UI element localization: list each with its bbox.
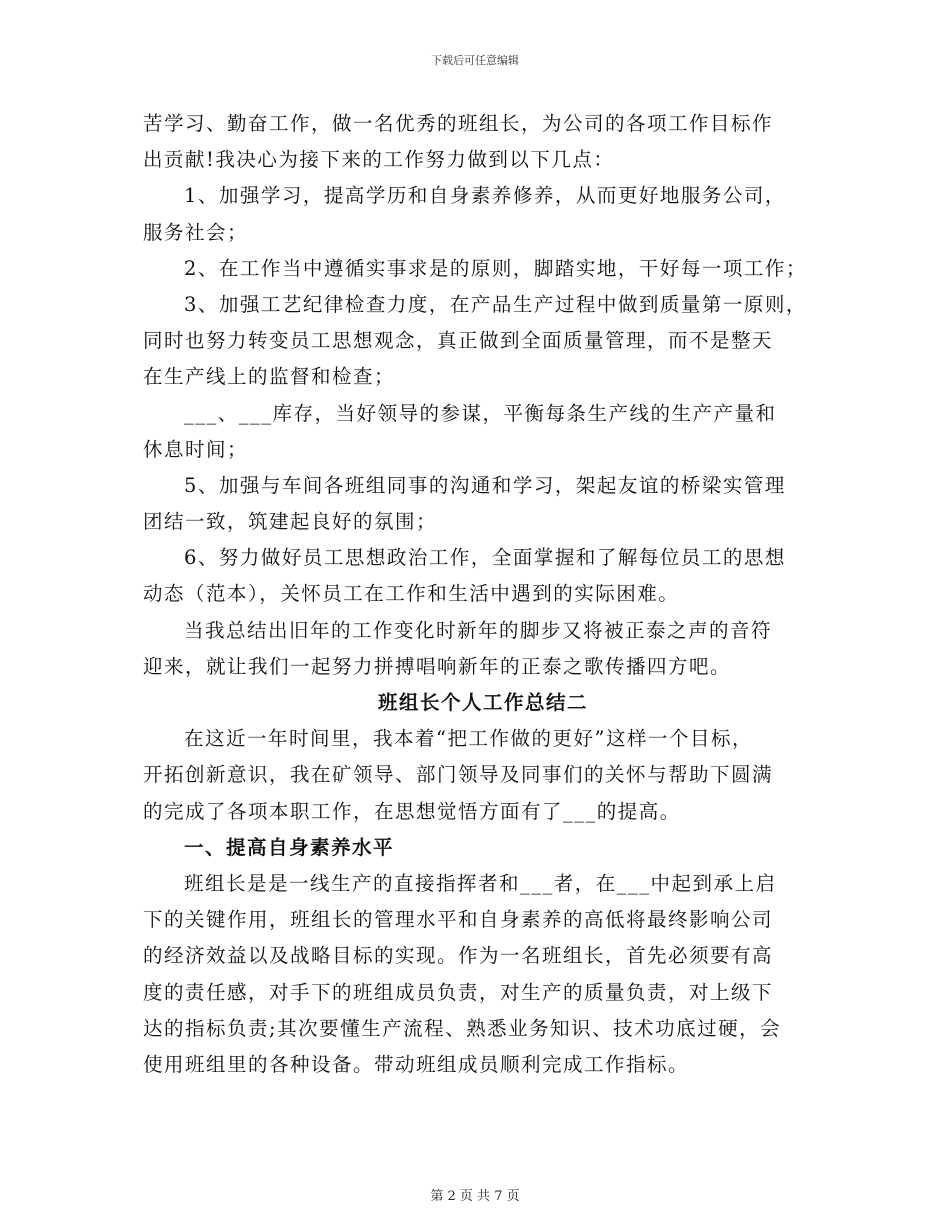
body-line: 休息时间； [143, 437, 249, 461]
subsection-heading: 一、提高自身素养水平 [184, 835, 395, 859]
body-line: 服务社会； [143, 220, 249, 244]
paragraph-start: 班组长是是一线生产的直接指挥者和___者，在___中起到承上启 [184, 871, 777, 895]
list-item: 1、加强学习，提高学历和自身素养修养，从而更好地服务公司， [184, 184, 786, 208]
body-line: 达的指标负责;其次要懂生产流程、熟悉业务知识、技术功底过硬，会 [143, 1016, 782, 1040]
body-line: 度的责任感，对手下的班组成员负责，对生产的质量负责，对上级下 [143, 980, 774, 1004]
document-body [143, 106, 823, 1083]
body-line: 开拓创新意识，我在矿领导、部门领导及同事们的关怀与帮助下圆满 [143, 763, 774, 787]
body-line: 的经济效益以及战略目标的实现。作为一名班组长，首先必须要有高 [143, 944, 774, 968]
list-item: 6、努力做好员工思想政治工作，全面掌握和了解每位员工的思想 [184, 546, 786, 570]
list-item: 3、加强工艺纪律检查力度，在产品生产过程中做到质量第一原则， [184, 292, 807, 316]
paragraph-start: 在这近一年时间里，我本着“把工作做的更好”这样一个目标， [184, 727, 753, 751]
body-line: 下的关键作用，班组长的管理水平和自身素养的高低将最终影响公司 [143, 908, 774, 932]
page-header: 下载后可任意编辑 [431, 54, 519, 67]
body-line: 使用班组里的各种设备。带动班组成员顺利完成工作指标。 [143, 1052, 690, 1076]
list-item: 2、在工作当中遵循实事求是的原则，脚踏实地，干好每一项工作； [184, 256, 807, 280]
list-item: 5、加强与车间各班组同事的沟通和学习，架起友谊的桥梁实管理 [184, 473, 786, 497]
body-line: 苦学习、勤奋工作，做一名优秀的班组长，为公司的各项工作目标作 [143, 112, 774, 135]
body-line: 在生产线上的监督和检查； [143, 365, 396, 389]
paragraph-start: 当我总结出旧年的工作变化时新年的脚步又将被正泰之声的音符 [184, 618, 773, 642]
list-item: ___、___库存，当好领导的参谋，平衡每条生产线的生产产量和 [184, 401, 777, 425]
body-line: 团结一致，筑建起良好的氛围； [143, 510, 438, 534]
section-title: 班组长个人工作总结二 [377, 691, 588, 714]
body-line: 的完成了各项本职工作，在思想觉悟方面有了___的提高。 [143, 799, 681, 823]
body-line: 动态（范本），关怀员工在工作和生活中遇到的实际困难。 [143, 582, 680, 606]
page-footer: 第 2 页 共 7 页 [430, 1189, 520, 1204]
body-line: 同时也努力转变员工思想观念，真正做到全面质量管理，而不是整天 [143, 329, 774, 353]
body-line: 迎来，就让我们一起努力拼搏唱响新年的正泰之歌传播四方吧。 [143, 654, 732, 678]
body-line: 出贡献!我决心为接下来的工作努力做到以下几点： [143, 148, 615, 172]
